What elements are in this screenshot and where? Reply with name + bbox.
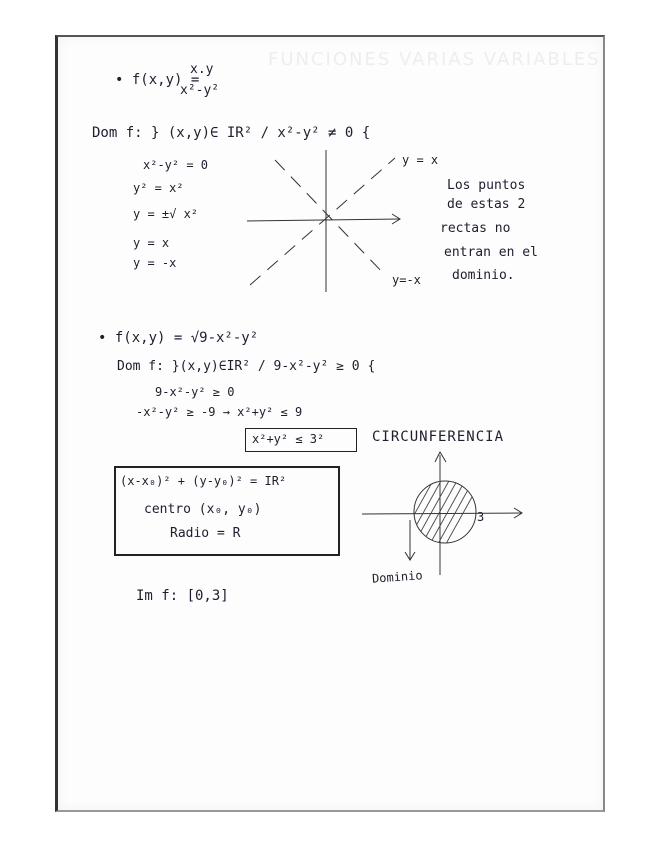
domain1-step-4: y = x — [133, 236, 170, 250]
function2-label: • f(x,y) = √9-x²-y² — [98, 330, 259, 346]
domain1-definition: Dom f: } (x,y)∈ IR² / x²-y² ≠ 0 { — [92, 125, 371, 141]
domain1-note-line-4: entran en el — [444, 245, 538, 260]
circle-tick-label: 3 — [477, 510, 485, 524]
line-label-y-equals-x: y = x — [402, 153, 439, 167]
circunferencia-label: CIRCUNFERENCIA — [372, 429, 505, 445]
image-range: Im f: [0,3] — [136, 588, 229, 604]
domain1-step-3: y = ±√ x² — [133, 207, 199, 221]
function1-numerator: x.y — [190, 62, 214, 77]
function2-definition: Dom f: }(x,y)∈IR² / 9-x²-y² ≥ 0 { — [117, 359, 376, 374]
circle-radius: Radio = R — [170, 526, 241, 541]
function1-denominator: x²-y² — [180, 83, 220, 98]
bleed-through-heading: FUNCIONES VARIAS VARIABLES — [268, 49, 601, 70]
domain1-note-line-1: Los puntos — [447, 178, 526, 193]
domain1-note-line-3: rectas no — [440, 221, 511, 236]
domain1-note-line-5: dominio. — [452, 268, 515, 283]
circle-equation: (x-x₀)² + (y-y₀)² = IR² — [120, 474, 287, 488]
graph2-axes — [362, 452, 522, 575]
boxed-inequality-text: x²+y² ≤ 3² — [252, 432, 325, 446]
function2-step-2: -x²-y² ≥ -9 → x²+y² ≤ 9 — [136, 405, 303, 419]
domain1-step-2: y² = x² — [133, 181, 184, 195]
dominio-label: Dominio — [371, 568, 424, 586]
domain1-note-line-2: de estas 2 — [447, 197, 526, 212]
function2-step-1: 9-x²-y² ≥ 0 — [155, 385, 235, 399]
domain1-step-1: x²-y² = 0 — [143, 158, 209, 172]
circle-center: centro (x₀, y₀) — [144, 502, 262, 517]
function1-label: • f(x,y) = — [115, 72, 200, 88]
line-label-y-equals-minus-x: y=-x — [392, 273, 421, 287]
domain-circle — [381, 470, 487, 560]
graph1-diagonals — [250, 158, 395, 285]
domain1-step-5: y = -x — [133, 256, 177, 270]
